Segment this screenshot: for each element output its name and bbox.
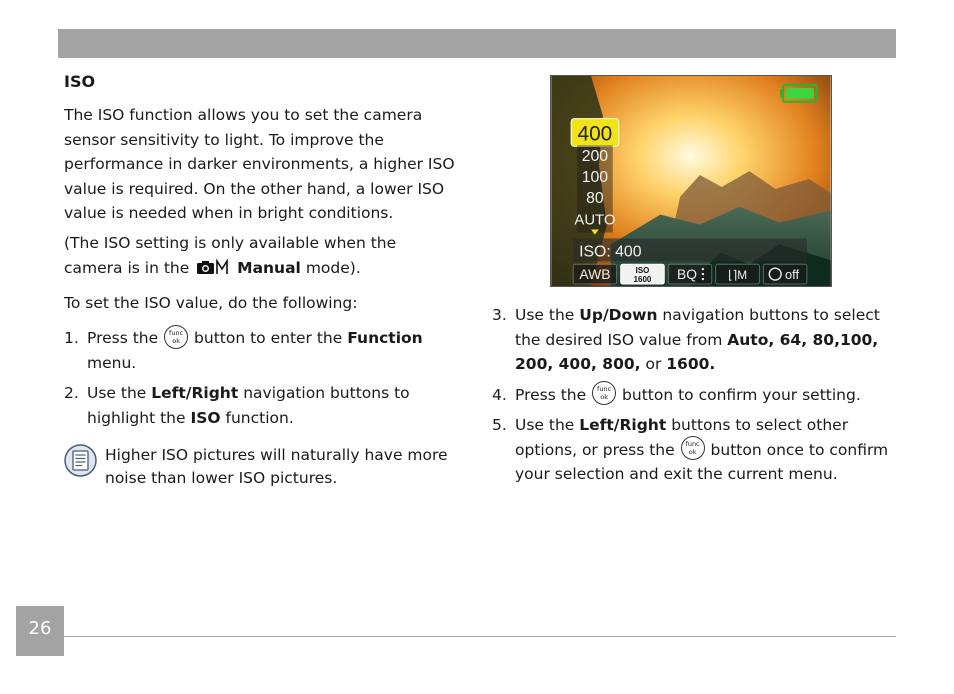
white-balance-icon: AWB: [579, 266, 611, 283]
step-text: .: [709, 355, 716, 373]
func-ok-button-icon: func ok: [681, 436, 705, 460]
note-icon: [64, 444, 97, 477]
step-text: Use the: [515, 306, 575, 324]
iso-option: 100: [581, 168, 609, 186]
page-number: 26: [28, 618, 52, 639]
step-text: or: [645, 355, 662, 373]
steps-list-right: [492, 303, 892, 487]
step-3: [492, 303, 892, 377]
step-bold-term: Function: [347, 329, 423, 347]
func-ok-button-icon: func ok: [592, 381, 616, 405]
howto-paragraph: To set the ISO value, do the following:: [64, 294, 358, 312]
step-bold-term: Left/Right: [579, 416, 667, 434]
func-ok-button-icon: func ok: [164, 325, 188, 349]
step-text: button to confirm your setting.: [622, 385, 861, 404]
step-text: button to enter the: [194, 329, 343, 347]
steps-list-left: [64, 326, 459, 430]
step-number: 4.: [492, 385, 507, 404]
step-bold-term: Auto, 64, 80,100, 200, 400, 800,: [515, 330, 879, 373]
page-number-box: [16, 606, 64, 656]
intro-paragraph: The ISO function allows you to set the camera sensor sensitivity to light. To improve the performance in darker environments, a higher ISO value is required. On the other hand, a lower ISO value is needed when in bright conditions.: [64, 106, 455, 222]
camera-lcd-screenshot: [550, 75, 832, 287]
step-text: button once to confirm your selection and exit the current menu.: [515, 440, 889, 483]
step-2: [64, 381, 459, 430]
step-text: Press the: [515, 385, 587, 404]
step-text: function.: [225, 408, 294, 427]
step-bold-term: ISO: [190, 408, 221, 427]
step-bold-term: 1600: [666, 355, 710, 373]
header-bar: [58, 29, 896, 58]
image-size-icon: ⌊⌉M: [727, 268, 748, 283]
step-text: navigation buttons to highlight the: [87, 384, 410, 427]
step-text: Press the: [87, 329, 159, 347]
step-number: 1.: [64, 329, 79, 347]
step-5: [492, 413, 892, 487]
iso-option: AUTO: [574, 212, 616, 229]
iso-menu-icon-value: 1600: [633, 275, 652, 285]
iso-status-label: ISO: 400: [579, 243, 642, 261]
note-text: Higher ISO pictures will naturally have more noise than lower ISO pictures.: [105, 446, 448, 487]
camera-manual-mode-icon: [196, 259, 230, 275]
step-bold-term: Up/Down: [579, 306, 658, 324]
color-effect-off-icon: off: [784, 267, 800, 283]
iso-option: 200: [581, 148, 609, 166]
section-title: ISO: [64, 72, 96, 91]
availability-suffix: mode).: [305, 258, 361, 277]
footer-divider: [64, 636, 896, 637]
step-number: 3.: [492, 306, 507, 324]
step-number: 2.: [64, 384, 79, 402]
step-4: [492, 383, 892, 408]
quality-icon: BQ: [677, 266, 698, 283]
step-text: menu.: [87, 353, 137, 372]
step-text: buttons to select other options, or press the: [515, 416, 849, 459]
iso-selected-value: 400: [577, 122, 613, 146]
availability-prefix: (The ISO setting is only available when the camera is in the: [64, 234, 397, 277]
availability-paragraph: [64, 231, 459, 280]
step-bold-term: Left/Right: [151, 384, 239, 402]
iso-option: 80: [586, 189, 604, 207]
iso-menu-icon: ISO: [635, 266, 650, 276]
step-text: Use the: [87, 384, 147, 402]
step-text: navigation buttons to select the desired ISO value from: [515, 306, 880, 349]
manual-mode-label: Manual: [237, 258, 301, 277]
step-1: [64, 326, 459, 375]
step-text: Use the: [515, 416, 575, 434]
step-number: 5.: [492, 416, 507, 434]
